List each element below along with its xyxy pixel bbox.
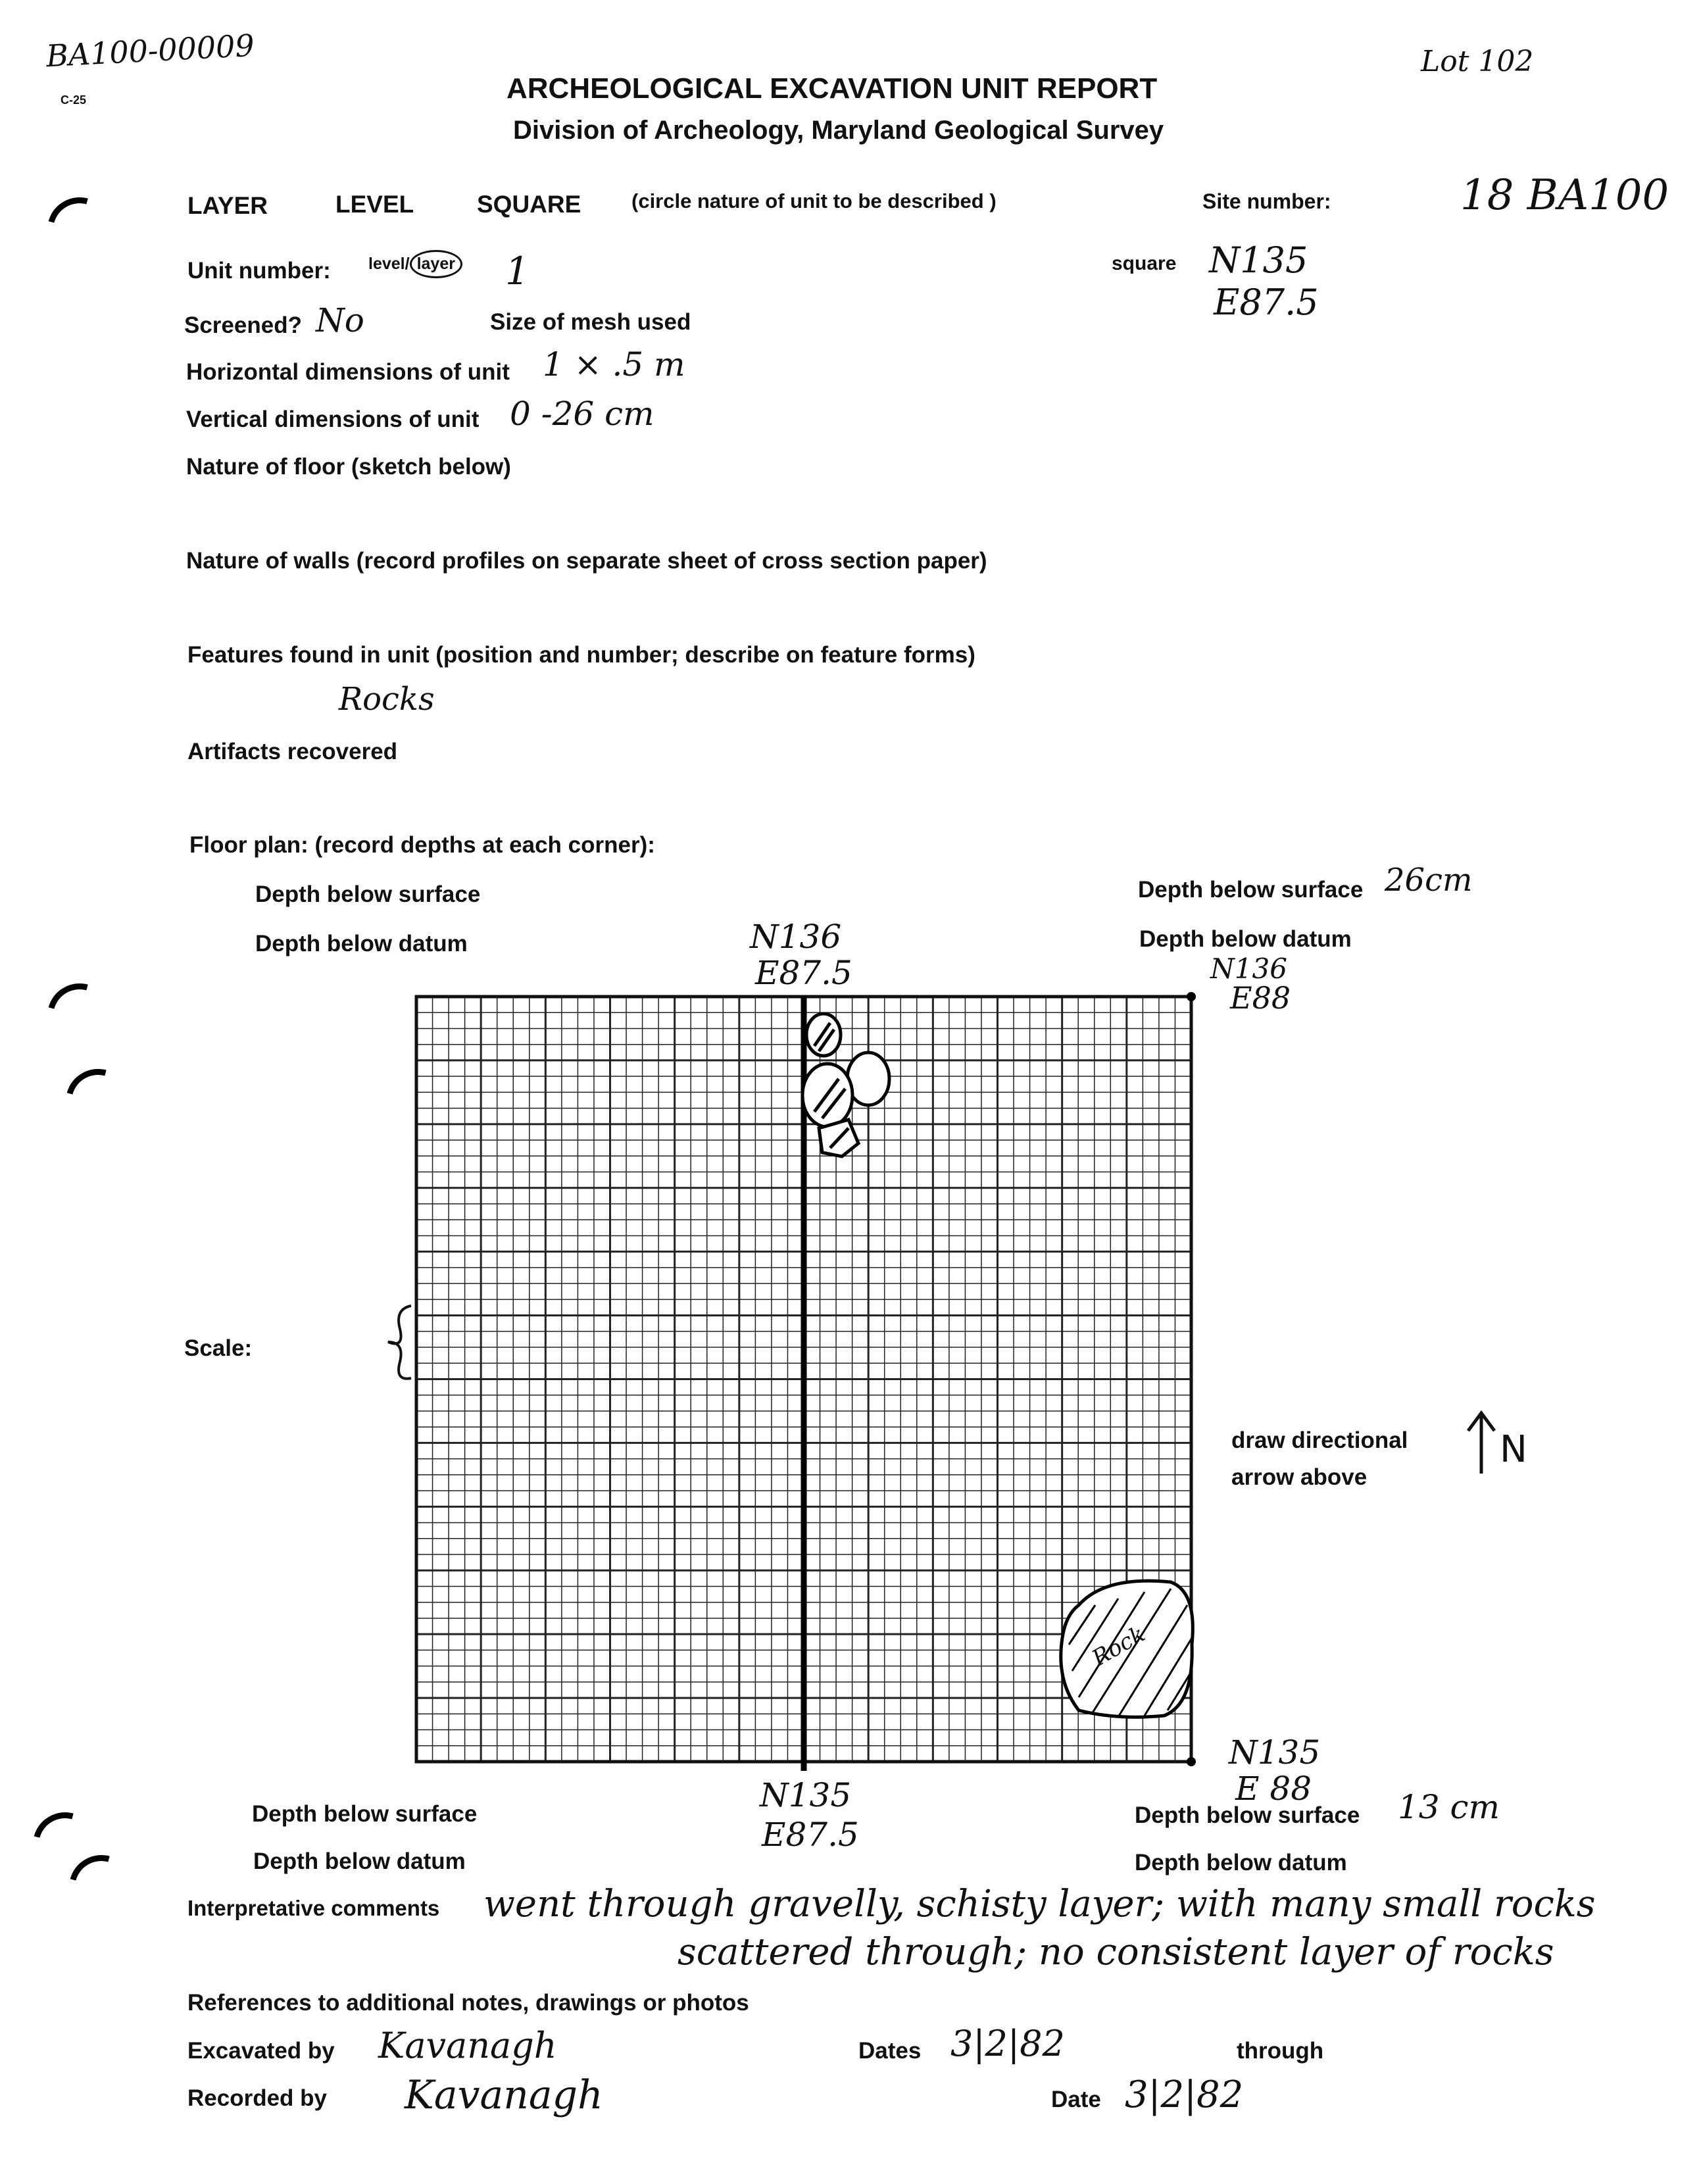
screened-value: No (316, 301, 364, 339)
bottom-right-depth-surface-value: 13 cm (1398, 1788, 1500, 1826)
corner-dot-top-right (1187, 992, 1196, 1001)
lot-number: Lot 102 (1421, 45, 1534, 78)
dates-value: 3|2|82 (950, 2023, 1065, 2064)
bottom-right-depth-datum-label: Depth below datum (1135, 1850, 1347, 1875)
rock-cluster-top (802, 1014, 889, 1156)
corner-bottom-right-n: N135 (1229, 1733, 1321, 1772)
north-arrow-letter: N (1500, 1428, 1527, 1471)
horizontal-dimensions-value: 1 × .5 m (543, 345, 685, 384)
vertical-dimensions-label: Vertical dimensions of unit (186, 407, 480, 432)
form-subtitle: Division of Archeology, Maryland Geological Survey (513, 116, 1164, 145)
document-id: BA100-00009 (45, 27, 255, 74)
recorded-by-label: Recorded by (187, 2085, 327, 2111)
top-right-depth-surface-value: 26cm (1385, 862, 1473, 899)
form-title: ARCHEOLOGICAL EXCAVATION UNIT REPORT (506, 72, 1158, 105)
square-value-n: N135 (1209, 239, 1308, 281)
north-arrow (1468, 1413, 1494, 1474)
unit-type-level: LEVEL (335, 191, 414, 218)
scale-brace (388, 1306, 411, 1379)
unit-type-layer: LAYER (187, 192, 268, 219)
square-label: square (1112, 253, 1177, 274)
corner-dot-bottom-right (1187, 1757, 1196, 1766)
bottom-left-depth-surface-label: Depth below surface (252, 1801, 478, 1827)
horizontal-dimensions-label: Horizontal dimensions of unit (186, 359, 510, 385)
artifacts-label: Artifacts recovered (187, 739, 398, 764)
site-number-label: Site number: (1202, 189, 1331, 213)
top-right-depth-datum-label: Depth below datum (1139, 926, 1352, 952)
top-left-depth-datum-label: Depth below datum (255, 931, 468, 956)
arrow-instruction-line2: arrow above (1231, 1464, 1368, 1490)
site-number-value: 18 BA100 (1460, 171, 1669, 220)
arrow-instruction-line1: draw directional (1231, 1427, 1408, 1453)
rock-label: Rock (1087, 1620, 1150, 1672)
square-value-e: E87.5 (1214, 282, 1319, 323)
references-label: References to additional notes, drawings or photos (187, 1990, 749, 2016)
corner-top-right-n: N136 (1210, 953, 1287, 985)
layer-word-circled: layer (410, 250, 462, 278)
top-left-depth-surface-label: Depth below surface (255, 881, 481, 907)
corner-top-right-e: E88 (1230, 980, 1291, 1016)
walls-nature-label: Nature of walls (record profiles on separate sheet of cross section paper) (186, 548, 987, 574)
excavated-by-label: Excavated by (187, 2038, 335, 2064)
unit-number-value: 1 (505, 249, 530, 293)
features-label: Features found in unit (position and number; describe on feature forms) (187, 642, 975, 668)
date-label: Date (1051, 2087, 1101, 2112)
unit-type-instruction: (circle nature of unit to be described ) (631, 189, 997, 212)
excavated-by-value: Kavanagh (378, 2025, 557, 2066)
mesh-size-label: Size of mesh used (490, 309, 691, 335)
unit-type-square: SQUARE (477, 191, 581, 218)
recorded-by-value: Kavanagh (405, 2072, 603, 2118)
corner-top-mid-e: E87.5 (755, 954, 852, 992)
floor-plan-label: Floor plan: (record depths at each corner): (189, 832, 655, 858)
dates-label: Dates (858, 2038, 922, 2064)
floor-nature-label: Nature of floor (sketch below) (186, 454, 511, 480)
comments-label: Interpretative comments (187, 1896, 440, 1920)
comments-line-2: scattered through; no consistent layer of rocks (678, 1931, 1554, 1973)
corner-bottom-mid-n: N135 (760, 1776, 852, 1814)
comments-line-1: went through gravelly, schisty layer; with many small rocks (483, 1883, 1596, 1925)
corner-bottom-right-e: E 88 (1235, 1770, 1312, 1808)
unit-number-label: Unit number: (187, 258, 331, 284)
form-code: C-25 (61, 93, 87, 107)
level-word: level/ (368, 255, 410, 273)
through-label: through (1237, 2038, 1324, 2064)
corner-top-mid-n: N136 (750, 918, 842, 956)
screened-label: Screened? (184, 312, 302, 338)
bottom-left-depth-datum-label: Depth below datum (253, 1849, 466, 1874)
date-value: 3|2|82 (1125, 2073, 1244, 2116)
scale-label: Scale: (184, 1335, 253, 1361)
top-right-depth-surface-label: Depth below surface (1138, 877, 1364, 903)
vertical-dimensions-value: 0 -26 cm (510, 395, 654, 433)
features-value: Rocks (339, 681, 435, 718)
bottom-right-depth-surface-label: Depth below surface (1135, 1802, 1360, 1828)
corner-bottom-mid-e: E87.5 (762, 1816, 859, 1854)
